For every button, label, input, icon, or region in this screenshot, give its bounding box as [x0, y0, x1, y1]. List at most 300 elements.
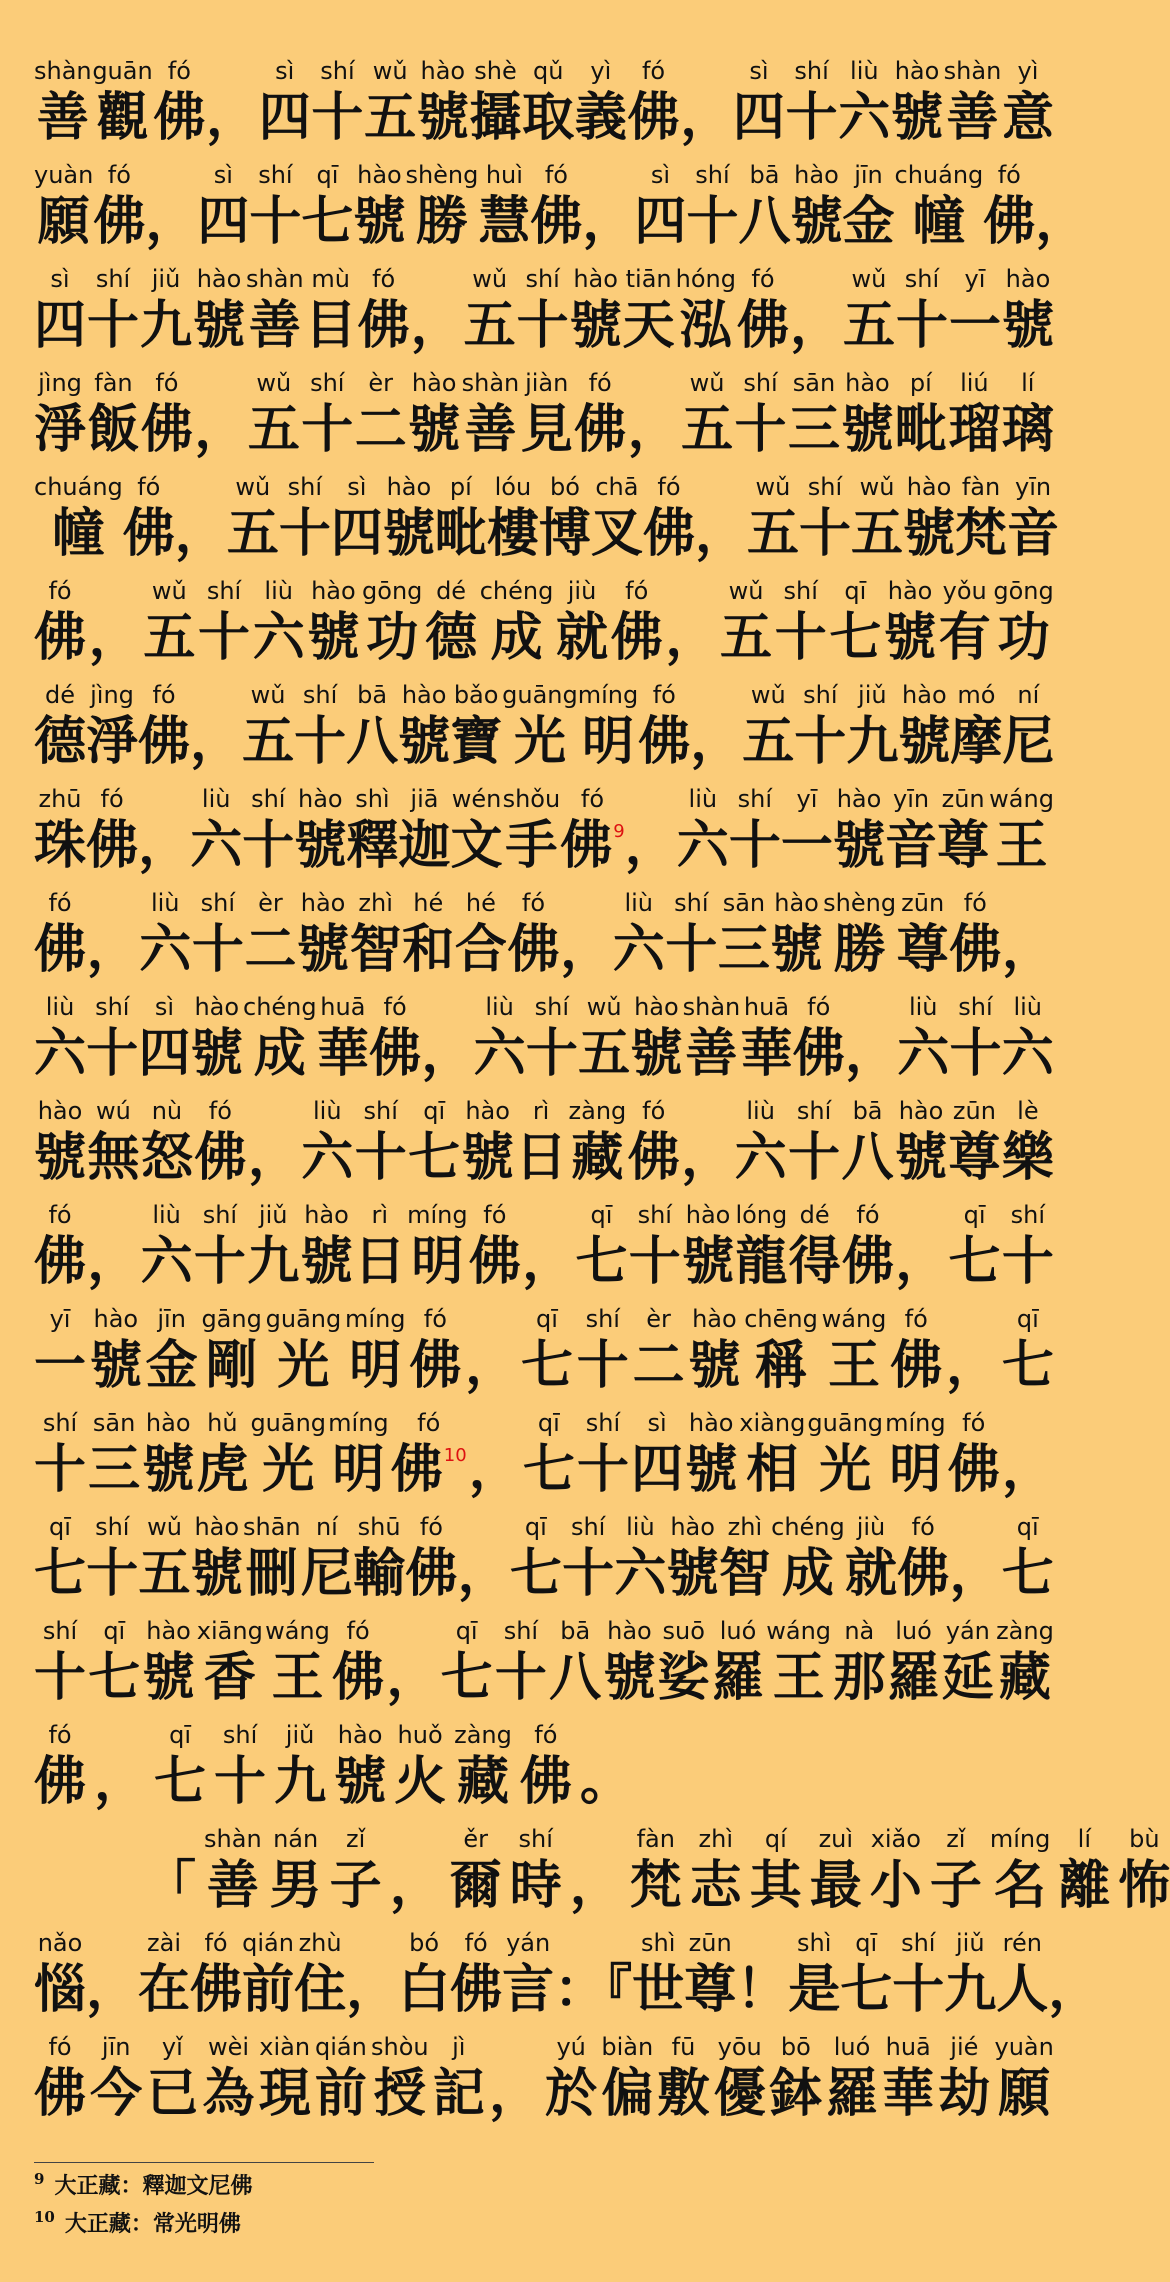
hanzi-char: ， [844, 1024, 897, 1084]
ruby-unit [346, 784, 398, 878]
hanzi-char: ， [488, 2064, 541, 2124]
pinyin: fàn [961, 473, 1001, 501]
hanzi-char: 爾 [449, 1856, 502, 1916]
hanzi [34, 1646, 86, 1710]
ruby-unit [139, 992, 191, 1086]
hanzi-char: 七 [1001, 1336, 1054, 1396]
pinyin: qián [314, 2033, 367, 2061]
hanzi-char: 火 [394, 1752, 447, 1812]
hanzi [539, 502, 591, 566]
hanzi-char: ， [895, 1232, 948, 1292]
hanzi-char: 號 [890, 88, 943, 148]
ruby-unit [611, 576, 663, 670]
hanzi-char: 七 [948, 1232, 1001, 1292]
pinyin: guān [92, 57, 153, 85]
ruby-unit [1002, 1408, 1054, 1502]
hanzi-char: 號 [630, 1024, 683, 1084]
hanzi-char: 十 [494, 1648, 547, 1708]
pinyin: wǔ [372, 57, 408, 85]
hanzi-char: 二 [244, 920, 297, 980]
footnote-text: 大正藏：釋迦文尼佛 [54, 2173, 253, 2199]
ruby-unit [1058, 1824, 1110, 1918]
footnote-marker[interactable]: 10 [443, 1445, 467, 1466]
pinyin: fó [48, 2033, 72, 2061]
hanzi [896, 294, 948, 358]
hanzi [398, 814, 450, 878]
hanzi-char: 怖 [1118, 1856, 1170, 1916]
ruby-unit [845, 992, 897, 1086]
ruby-unit [201, 1304, 261, 1398]
hanzi-char: ， [949, 1544, 1002, 1604]
hanzi-char: 三 [787, 400, 840, 460]
hanzi-char: 十 [516, 296, 569, 356]
hanzi [331, 502, 383, 566]
pinyin: fó [155, 369, 179, 397]
pinyin: yī [796, 785, 818, 813]
ruby-unit [842, 1200, 894, 1294]
ruby-unit [695, 472, 747, 566]
hanzi [790, 190, 842, 254]
pinyin: shàn [246, 265, 304, 293]
hanzi [938, 2062, 990, 2126]
hanzi-char: 璃 [1001, 400, 1054, 460]
hanzi [949, 294, 1001, 358]
pinyin: zàng [996, 1617, 1054, 1645]
pinyin: èr [368, 369, 394, 397]
pinyin: dé [436, 577, 467, 605]
hanzi-char: 智 [718, 1544, 771, 1604]
pinyin: fó [167, 57, 191, 85]
hanzi-char: 幢 [912, 192, 965, 252]
hanzi-char: 號 [294, 816, 347, 876]
ruby-unit [87, 264, 139, 358]
hanzi [826, 2062, 878, 2126]
ruby-unit [408, 368, 460, 462]
hanzi [505, 814, 557, 878]
hanzi-char: ， [247, 1128, 300, 1188]
hanzi [138, 1958, 190, 2022]
ruby-unit [480, 576, 554, 670]
pinyin: yī [49, 1305, 71, 1333]
hanzi-char: 佛 [610, 608, 663, 668]
ruby-unit [417, 56, 469, 150]
hanzi-char: 十 [576, 1336, 629, 1396]
pinyin: hào [298, 785, 343, 813]
hanzi-char: 龍 [735, 1232, 788, 1292]
hanzi-char: 十 [301, 400, 354, 460]
ruby-unit [788, 1096, 840, 1190]
hanzi [630, 1022, 682, 1086]
hanzi-char: ， [522, 1232, 575, 1292]
hanzi-char: 四 [138, 1024, 191, 1084]
hanzi-char: 日 [515, 1128, 568, 1188]
text-line [34, 1398, 1054, 1502]
hanzi [294, 710, 346, 774]
hanzi-char: 羅 [711, 1648, 764, 1708]
hanzi-char: 尼 [1002, 712, 1055, 772]
hanzi [123, 502, 175, 566]
hanzi [34, 1126, 86, 1190]
pinyin: fó [383, 993, 407, 1021]
hanzi [1058, 1854, 1110, 1918]
ruby-unit [949, 888, 1001, 982]
hanzi [892, 1958, 944, 2022]
ruby-unit [305, 264, 357, 358]
ruby-unit [307, 576, 359, 670]
footnote-marker[interactable]: 9 [613, 821, 625, 842]
ruby-unit [34, 576, 86, 670]
pinyin: sì [347, 473, 367, 501]
pinyin: hào [906, 473, 952, 501]
ruby-unit [194, 368, 246, 462]
hanzi-char: 人 [996, 1960, 1049, 2020]
hanzi [34, 1022, 86, 1086]
ruby-unit [638, 680, 690, 774]
hanzi-char: 七 [154, 1752, 207, 1812]
ruby-unit [89, 576, 141, 670]
hanzi [521, 398, 573, 462]
pinyin: zūn [941, 785, 985, 813]
pinyin: qī [963, 1201, 986, 1229]
hanzi [425, 606, 477, 670]
pinyin: wèi [207, 2033, 250, 2061]
hanzi-char: 六 [614, 1544, 667, 1604]
ruby-unit [591, 472, 643, 566]
ruby-unit [464, 264, 516, 358]
pinyin: hào [1005, 265, 1051, 293]
ruby-unit [822, 1304, 887, 1398]
hanzi-char: 十 [774, 608, 827, 668]
hanzi [614, 1542, 666, 1606]
hanzi-char: ， [690, 712, 743, 772]
hanzi-char: 十 [785, 88, 838, 148]
ruby-unit [681, 1096, 733, 1190]
hanzi-char: 輸 [353, 1544, 406, 1604]
hanzi [788, 1958, 840, 2022]
hanzi [408, 1126, 460, 1190]
hanzi [1118, 1854, 1170, 1918]
hanzi [34, 710, 86, 774]
hanzi [554, 1958, 632, 2022]
hanzi [770, 2062, 822, 2126]
pinyin: jiǔ [858, 681, 887, 709]
hanzi-char: 那 [833, 1648, 886, 1708]
pinyin: sì [650, 161, 671, 189]
hanzi-char: ， [457, 1544, 510, 1604]
pinyin: zūn [688, 1929, 732, 1957]
hanzi [353, 190, 405, 254]
ruby-unit [465, 1304, 517, 1398]
ruby-unit [790, 264, 842, 358]
hanzi-char: 一 [34, 1336, 87, 1396]
hanzi-char: 十 [278, 504, 331, 564]
ruby-unit [355, 368, 407, 462]
pinyin: míng [885, 1409, 946, 1437]
ruby-unit [34, 160, 93, 254]
pinyin: biàn [601, 2033, 654, 2061]
pinyin: liù [1013, 993, 1043, 1021]
ruby-unit [948, 1408, 1000, 1502]
hanzi-char: 明 [581, 712, 634, 772]
pinyin: hào [420, 57, 466, 85]
hanzi [1048, 1958, 1100, 2022]
hanzi [517, 294, 569, 358]
hanzi-char: 小 [869, 1856, 922, 1916]
text-line [34, 150, 1088, 254]
hanzi-char: 見 [520, 400, 573, 460]
hanzi-char: 號 [334, 1752, 387, 1812]
pinyin: wú [96, 1097, 131, 1125]
ruby-unit [123, 472, 175, 566]
hanzi [93, 190, 145, 254]
ruby-unit [194, 1200, 246, 1294]
hanzi-char: ， [87, 1232, 140, 1292]
hanzi [799, 502, 851, 566]
hanzi-char: ， [145, 192, 198, 252]
hanzi [1002, 1022, 1054, 1086]
ruby-unit [259, 56, 311, 150]
pinyin: èr [258, 889, 283, 917]
hanzi [999, 1646, 1051, 1710]
hanzi [845, 1542, 897, 1606]
pinyin: hào [401, 681, 447, 709]
hanzi [686, 190, 738, 254]
pinyin: wǔ [472, 265, 508, 293]
pinyin: shí [570, 1513, 606, 1541]
pinyin: wǔ [250, 681, 286, 709]
pinyin: fó [911, 1513, 935, 1541]
hanzi [34, 294, 86, 358]
hanzi [681, 1126, 733, 1190]
hanzi-char: 五 [364, 88, 417, 148]
hanzi [891, 86, 943, 150]
hanzi-char: 言 [502, 1960, 555, 2020]
hanzi [469, 86, 521, 150]
ruby-unit [851, 472, 903, 566]
hanzi-char: 功 [366, 608, 419, 668]
hanzi [913, 190, 965, 254]
hanzi-char: 成 [253, 1024, 306, 1084]
pinyin: qī [536, 1305, 558, 1333]
pinyin: chéng [243, 993, 317, 1021]
pinyin: qī [103, 1617, 126, 1645]
hanzi-char: 十 [87, 296, 140, 356]
hanzi-char: 佛 [736, 296, 789, 356]
pinyin: liù [688, 785, 718, 813]
hanzi [788, 1126, 840, 1190]
hanzi-char: ， [694, 504, 747, 564]
hanzi [421, 1022, 473, 1086]
footnote [34, 2206, 252, 2244]
pinyin: shí [904, 265, 940, 293]
hanzi-char: 四 [197, 192, 250, 252]
pinyin: dé [799, 1201, 830, 1229]
hanzi [983, 190, 1035, 254]
pinyin: fó [534, 1721, 558, 1749]
hanzi-char: 天 [622, 296, 675, 356]
hanzi-char: 音 [885, 816, 938, 876]
pinyin: shí [95, 1513, 130, 1541]
pinyin: lí [1077, 1825, 1092, 1853]
hanzi-char: ， [1035, 192, 1088, 252]
ruby-unit [891, 56, 943, 150]
pinyin: mó [957, 681, 996, 709]
hanzi [334, 1750, 386, 1814]
ruby-unit [315, 2032, 367, 2126]
hanzi [450, 710, 502, 774]
pinyin: shān [243, 1513, 301, 1541]
ruby-unit [944, 56, 1002, 150]
hanzi-char: 佛 [409, 1336, 462, 1396]
hanzi [634, 190, 686, 254]
hanzi [949, 1542, 1001, 1606]
pinyin: sì [50, 265, 70, 293]
hanzi [34, 1542, 86, 1606]
pinyin: zhì [727, 1513, 763, 1541]
pinyin: fó [641, 57, 666, 85]
ruby-unit [554, 1928, 632, 2022]
ruby-unit [191, 992, 243, 1086]
hanzi-char: 十 [728, 816, 781, 876]
ruby-unit [353, 160, 405, 254]
hanzi [249, 294, 301, 358]
hanzi-char: 王 [772, 1648, 825, 1708]
pinyin: liù [485, 993, 514, 1021]
pinyin: fó [372, 265, 396, 293]
hanzi [842, 1230, 894, 1294]
ruby-unit [244, 888, 296, 982]
hanzi-char: 佛 [627, 1128, 680, 1188]
hanzi-char: 五 [742, 712, 795, 772]
hanzi [194, 1230, 246, 1294]
text-line [34, 982, 1054, 1086]
hanzi [451, 814, 503, 878]
hanzi [197, 190, 249, 254]
hanzi [143, 1646, 195, 1710]
ruby-unit [897, 1512, 949, 1606]
hanzi [685, 1022, 737, 1086]
ruby-unit [154, 1720, 206, 1814]
hanzi [996, 814, 1048, 878]
ruby-unit [334, 1720, 386, 1814]
hanzi [457, 1750, 509, 1814]
hanzi-char: 釋 [346, 816, 399, 876]
hanzi-char: 十 [311, 88, 364, 148]
hanzi [458, 1542, 510, 1606]
ruby-unit [944, 1928, 996, 2022]
hanzi-char: 佛 [34, 1232, 87, 1292]
pinyin: qī [590, 1201, 613, 1229]
hanzi [885, 814, 937, 878]
ruby-unit [570, 264, 622, 358]
ruby-unit [358, 264, 410, 358]
hanzi-char: 十 [949, 1024, 1002, 1084]
hanzi [930, 1854, 982, 1918]
hanzi [194, 398, 246, 462]
hanzi [491, 606, 543, 670]
hanzi [462, 1126, 514, 1190]
pinyin: xiāng [196, 1617, 263, 1645]
ruby-unit [478, 160, 530, 254]
hanzi [193, 294, 245, 358]
pinyin: sì [154, 993, 175, 1021]
hanzi [464, 294, 516, 358]
ruby-unit [938, 2032, 990, 2126]
hanzi [364, 86, 416, 150]
pinyin: xiàn [259, 2033, 311, 2061]
hanzi-char: 合 [454, 920, 507, 980]
ruby-unit [750, 1824, 802, 1918]
ruby-unit [242, 1928, 294, 2022]
pinyin: shèng [405, 161, 479, 189]
hanzi-char: 一 [948, 296, 1001, 356]
ruby-unit [799, 472, 851, 566]
hanzi [507, 918, 559, 982]
ruby-unit [897, 888, 949, 982]
ruby-unit [34, 1616, 86, 1710]
hanzi [394, 1750, 446, 1814]
hanzi-char: 住 [294, 1960, 347, 2020]
hanzi [52, 502, 104, 566]
pinyin: xiǎo [870, 1825, 921, 1853]
ruby-unit [270, 1824, 322, 1918]
pinyin: shí [200, 889, 236, 917]
ruby-unit [683, 992, 741, 1086]
hanzi-char: 號 [569, 296, 622, 356]
hanzi [1002, 398, 1054, 462]
hanzi [897, 918, 949, 982]
hanzi [888, 1646, 940, 1710]
ruby-unit [896, 264, 948, 358]
hanzi-char: 和 [402, 920, 455, 980]
hanzi-char: 樂 [1001, 1128, 1054, 1188]
hanzi [398, 1958, 450, 2022]
hanzi-char: 佛 [369, 1024, 422, 1084]
pinyin: yú [556, 2033, 586, 2061]
pinyin: wǔ [689, 369, 725, 397]
hanzi [86, 814, 138, 878]
hanzi [416, 190, 468, 254]
ruby-unit [474, 992, 526, 1086]
hanzi-char: 七 [509, 1544, 562, 1604]
pinyin: fó [521, 889, 546, 917]
hanzi-char: 佛 [627, 88, 680, 148]
hanzi [383, 502, 435, 566]
pinyin: nán [273, 1825, 319, 1853]
hanzi-char: 十 [354, 1128, 407, 1188]
hanzi-char: 號 [89, 1336, 142, 1396]
ruby-unit [885, 1408, 946, 1502]
ruby-unit [630, 1824, 682, 1918]
hanzi [1002, 294, 1054, 358]
ruby-unit [950, 680, 1002, 774]
hanzi-char: 號 [142, 1440, 195, 1500]
hanzi [580, 1750, 632, 1814]
hanzi-char: 佛 [983, 192, 1036, 252]
hanzi-char: 六 [139, 920, 192, 980]
hanzi [828, 1334, 880, 1398]
ruby-unit [562, 1512, 614, 1606]
hanzi [882, 2062, 934, 2126]
hanzi [154, 1750, 206, 1814]
ruby-unit [450, 680, 502, 774]
hanzi [884, 606, 936, 670]
ruby-unit [354, 1200, 406, 1294]
hanzi-char: 娑 [657, 1648, 710, 1708]
pinyin: wǔ [586, 993, 622, 1021]
pinyin: shì [355, 785, 390, 813]
ruby-unit [301, 1096, 353, 1190]
